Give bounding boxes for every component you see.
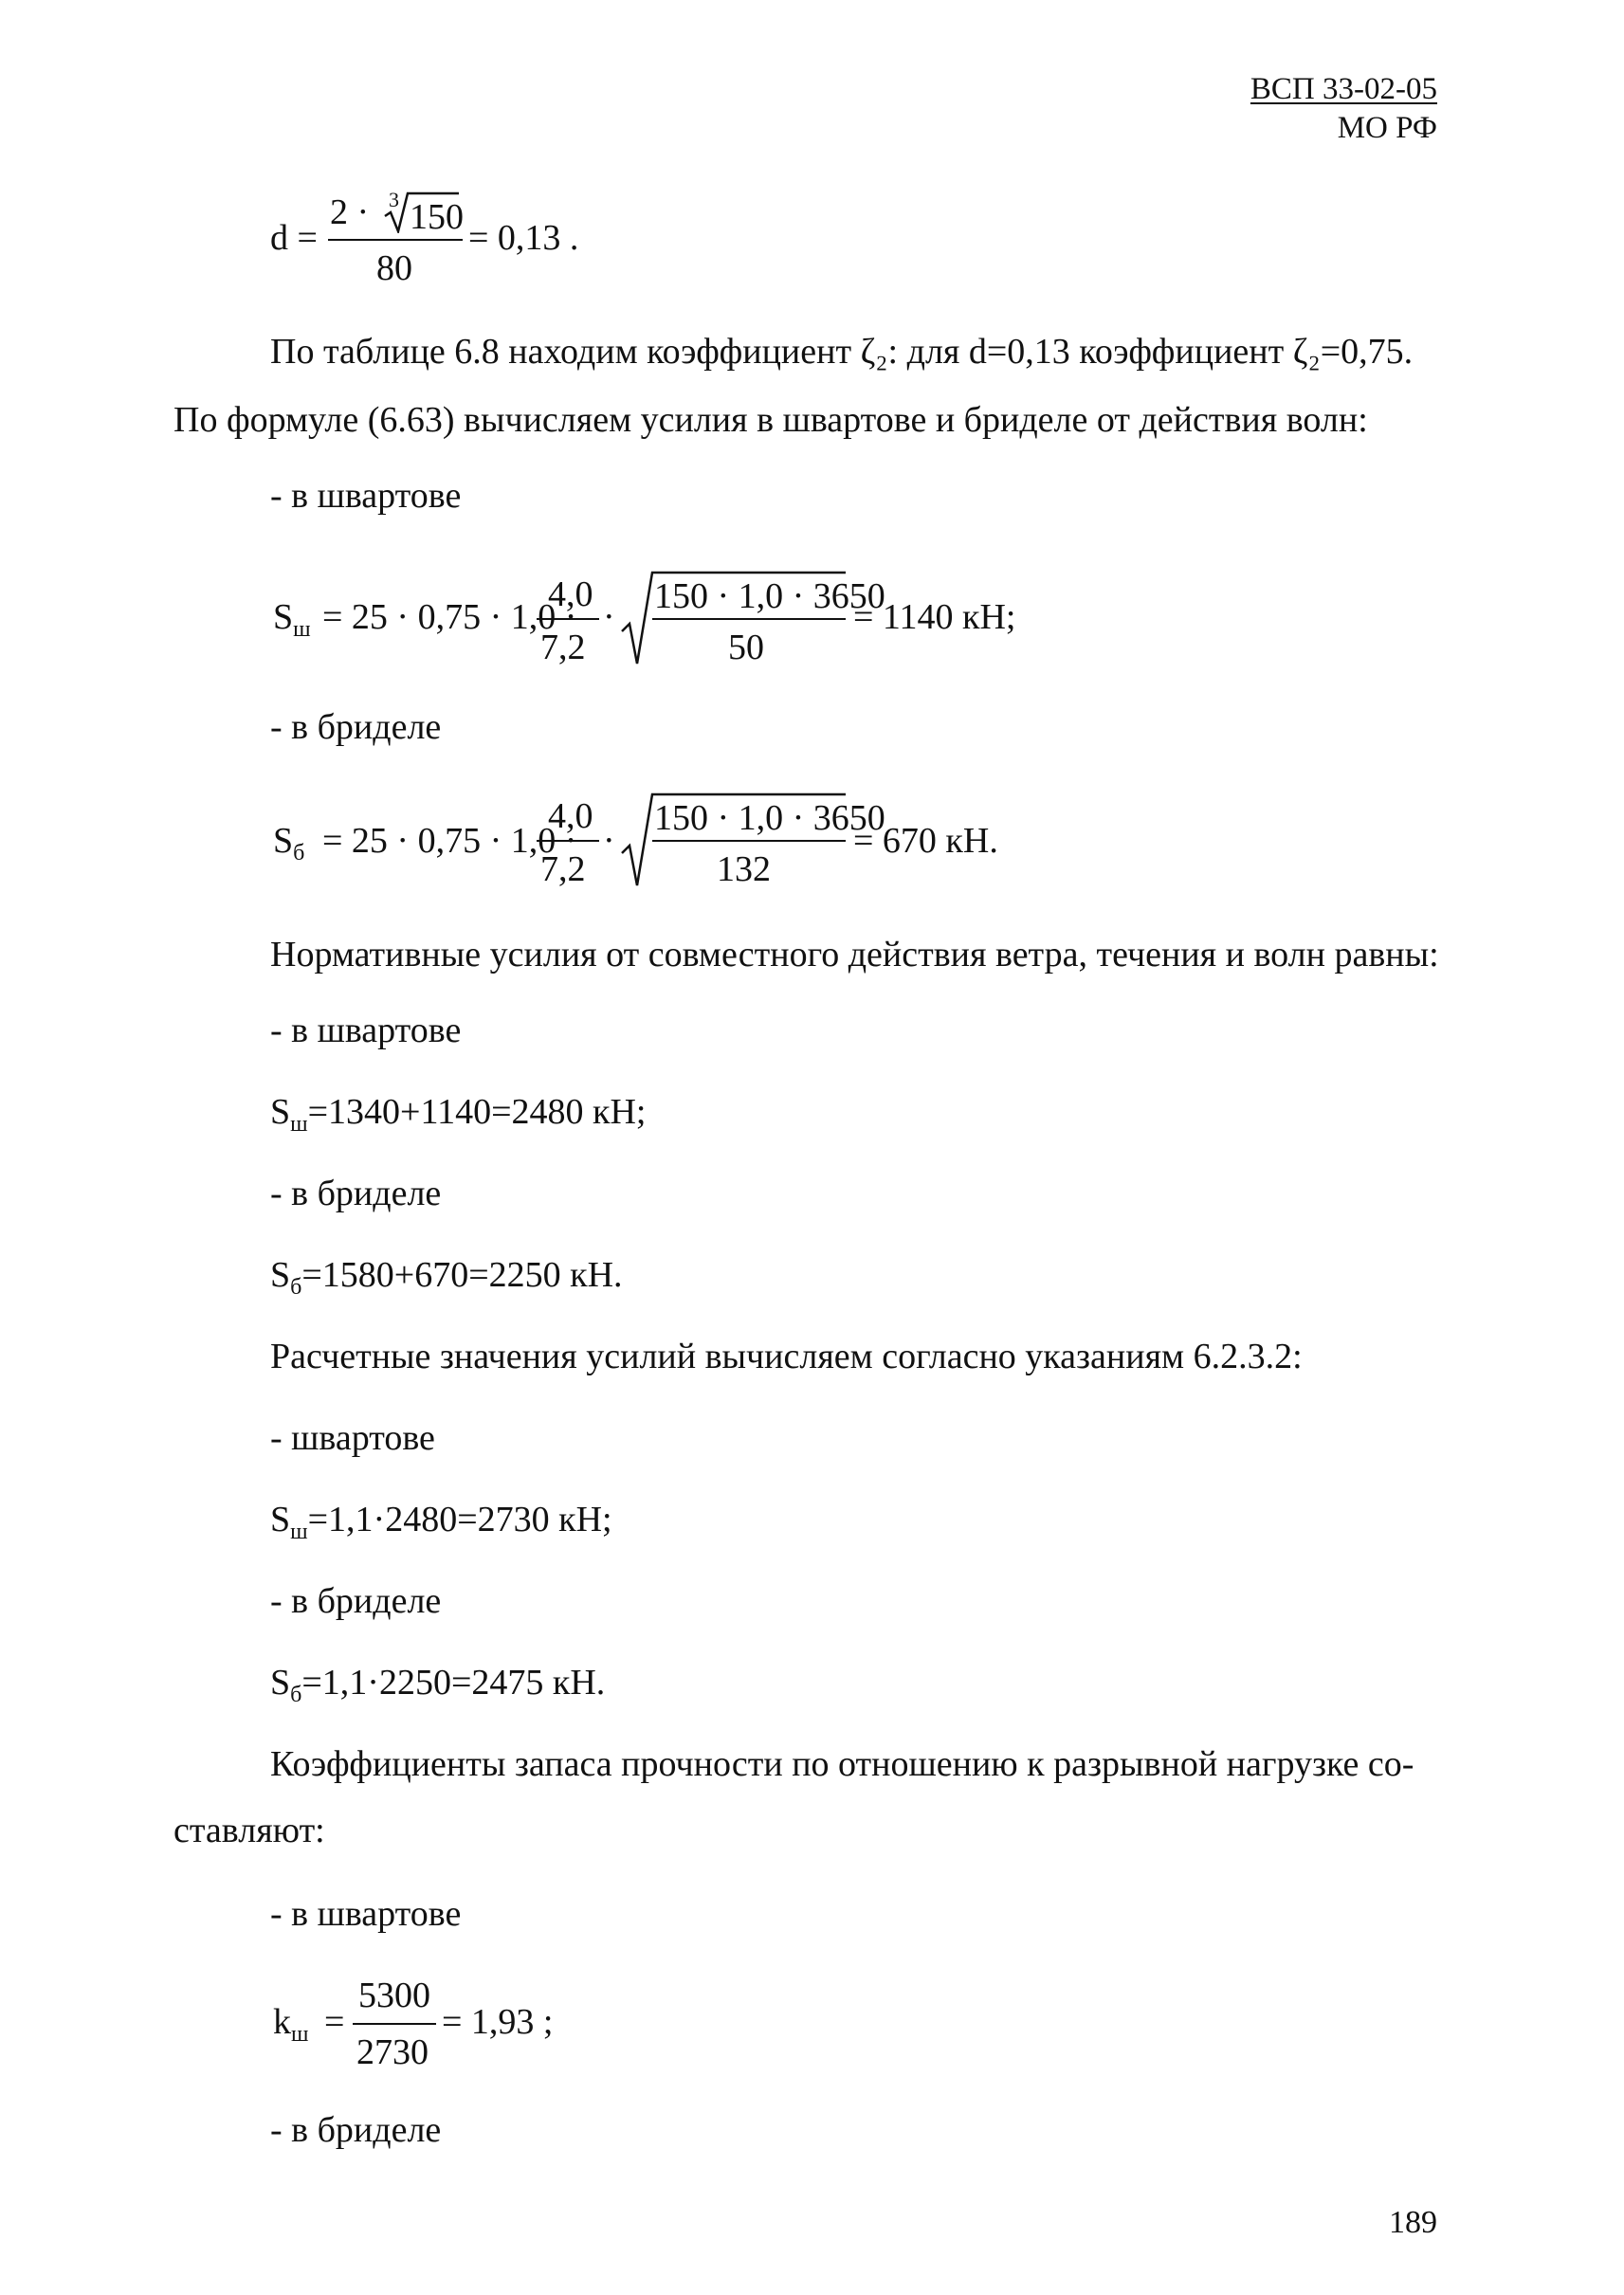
eq-sb-radicand-bar — [652, 840, 846, 842]
eq-ssh-radicand-bar — [652, 618, 846, 620]
eq-sb-symbol: $S_б$ — [273, 821, 305, 865]
eq-d-radicand: 150 — [410, 197, 464, 237]
eq-sb-frac-bar — [537, 840, 599, 842]
eq-ssh-result: = 1140 кН; — [853, 597, 1016, 637]
label-in-bridle-2: - в бриделе — [270, 1174, 442, 1213]
eq-sb-frac-den: 7,2 — [540, 849, 586, 889]
eq-ssh-symbol: $S_ш$ — [273, 597, 311, 642]
eq-k-fraction-bar — [353, 2023, 436, 2025]
paragraph-design-values: Расчетные значения усилий вычисляем согласно указаниям 6.2.3.2: — [270, 1337, 1303, 1376]
eq-sb-dot: · — [603, 821, 615, 861]
label-in-mooring-4: - в швартове — [270, 1894, 462, 1934]
eq-ssh-radicand-den: 50 — [728, 628, 764, 667]
line-bridle-design: $S_б=1,1\cdot 2250=2475$ кН. — [270, 1663, 606, 1707]
eq-d-denominator: 80 — [376, 248, 412, 288]
eq-ssh-dot: · — [603, 597, 615, 637]
paragraph-normative: Нормативные усилия от совместного действия ветра, течения и волн равны: — [270, 935, 1439, 974]
eq-ssh-frac-bar — [537, 618, 599, 620]
eq-ssh-radicand-num: 150 · 1,0 · 3650 — [654, 576, 885, 616]
paragraph-formula: По формуле (6.63) вычисляем усилия в швартове и бриделе от действия волн: — [173, 400, 1368, 440]
line-mooring-normative: $S_ш=1340+1140=2480$ кН; — [270, 1092, 647, 1137]
eq-sb-result: = 670 кН. — [853, 821, 998, 861]
paragraph-coefficient: По таблице 6.8 находим коэффициент ζ₂: для d=0,13 коэффициент ζ₂=0,75. — [270, 332, 1414, 372]
eq-sb-frac-num: 4,0 — [548, 796, 593, 836]
eq-d-lhs: d = — [270, 218, 318, 258]
line-bridle-normative: $S_б=1580+670=2250$ кН. — [270, 1255, 623, 1300]
eq-d-fraction-bar — [328, 239, 463, 241]
eq-k-symbol: $k_ш$ — [273, 2002, 309, 2047]
label-in-bridle-4: - в бриделе — [270, 2110, 442, 2150]
eq-d-root-index: 3 — [389, 188, 399, 211]
eq-k-denominator: 2730 — [356, 2032, 429, 2072]
eq-k-numerator: 5300 — [358, 1976, 430, 2015]
eq-sb-radicand-den: 132 — [717, 849, 771, 889]
label-in-bridle-1: - в бриделе — [270, 707, 442, 747]
eq-ssh-frac-num: 4,0 — [548, 574, 593, 614]
eq-ssh-prefix: = 25 · 0,75 · 1,0 · — [322, 597, 577, 637]
label-in-mooring-2: - в швартове — [270, 1011, 462, 1050]
label-mooring-3: - швартове — [270, 1418, 435, 1458]
page-number: 189 — [1389, 2205, 1437, 2240]
eq-d-num-prefix: 2 · — [330, 192, 370, 232]
document-code: ВСП 33-02-05 — [1250, 72, 1437, 106]
eq-ssh-frac-den: 7,2 — [540, 628, 586, 667]
eq-k-result: = 1,93 ; — [442, 2002, 554, 2042]
eq-sb-radicand-num: 150 · 1,0 · 3650 — [654, 798, 885, 838]
paragraph-safety-factors-line1: Коэффициенты запаса прочности по отношению к разрывной нагрузке со- — [270, 1744, 1414, 1784]
label-in-bridle-3: - в бриделе — [270, 1581, 442, 1621]
label-in-mooring-1: - в швартове — [270, 476, 462, 516]
organization-label: МО РФ — [1337, 111, 1437, 145]
eq-sb-prefix: = 25 · 0,75 · 1,0 · — [322, 821, 577, 861]
paragraph-safety-factors-line2: ставляют: — [173, 1811, 325, 1850]
eq-d-result: = 0,13 . — [468, 218, 579, 258]
line-mooring-design: $S_ш=1,1\cdot 2480=2730$ кН; — [270, 1500, 612, 1544]
eq-k-equals: = — [324, 2002, 345, 2042]
